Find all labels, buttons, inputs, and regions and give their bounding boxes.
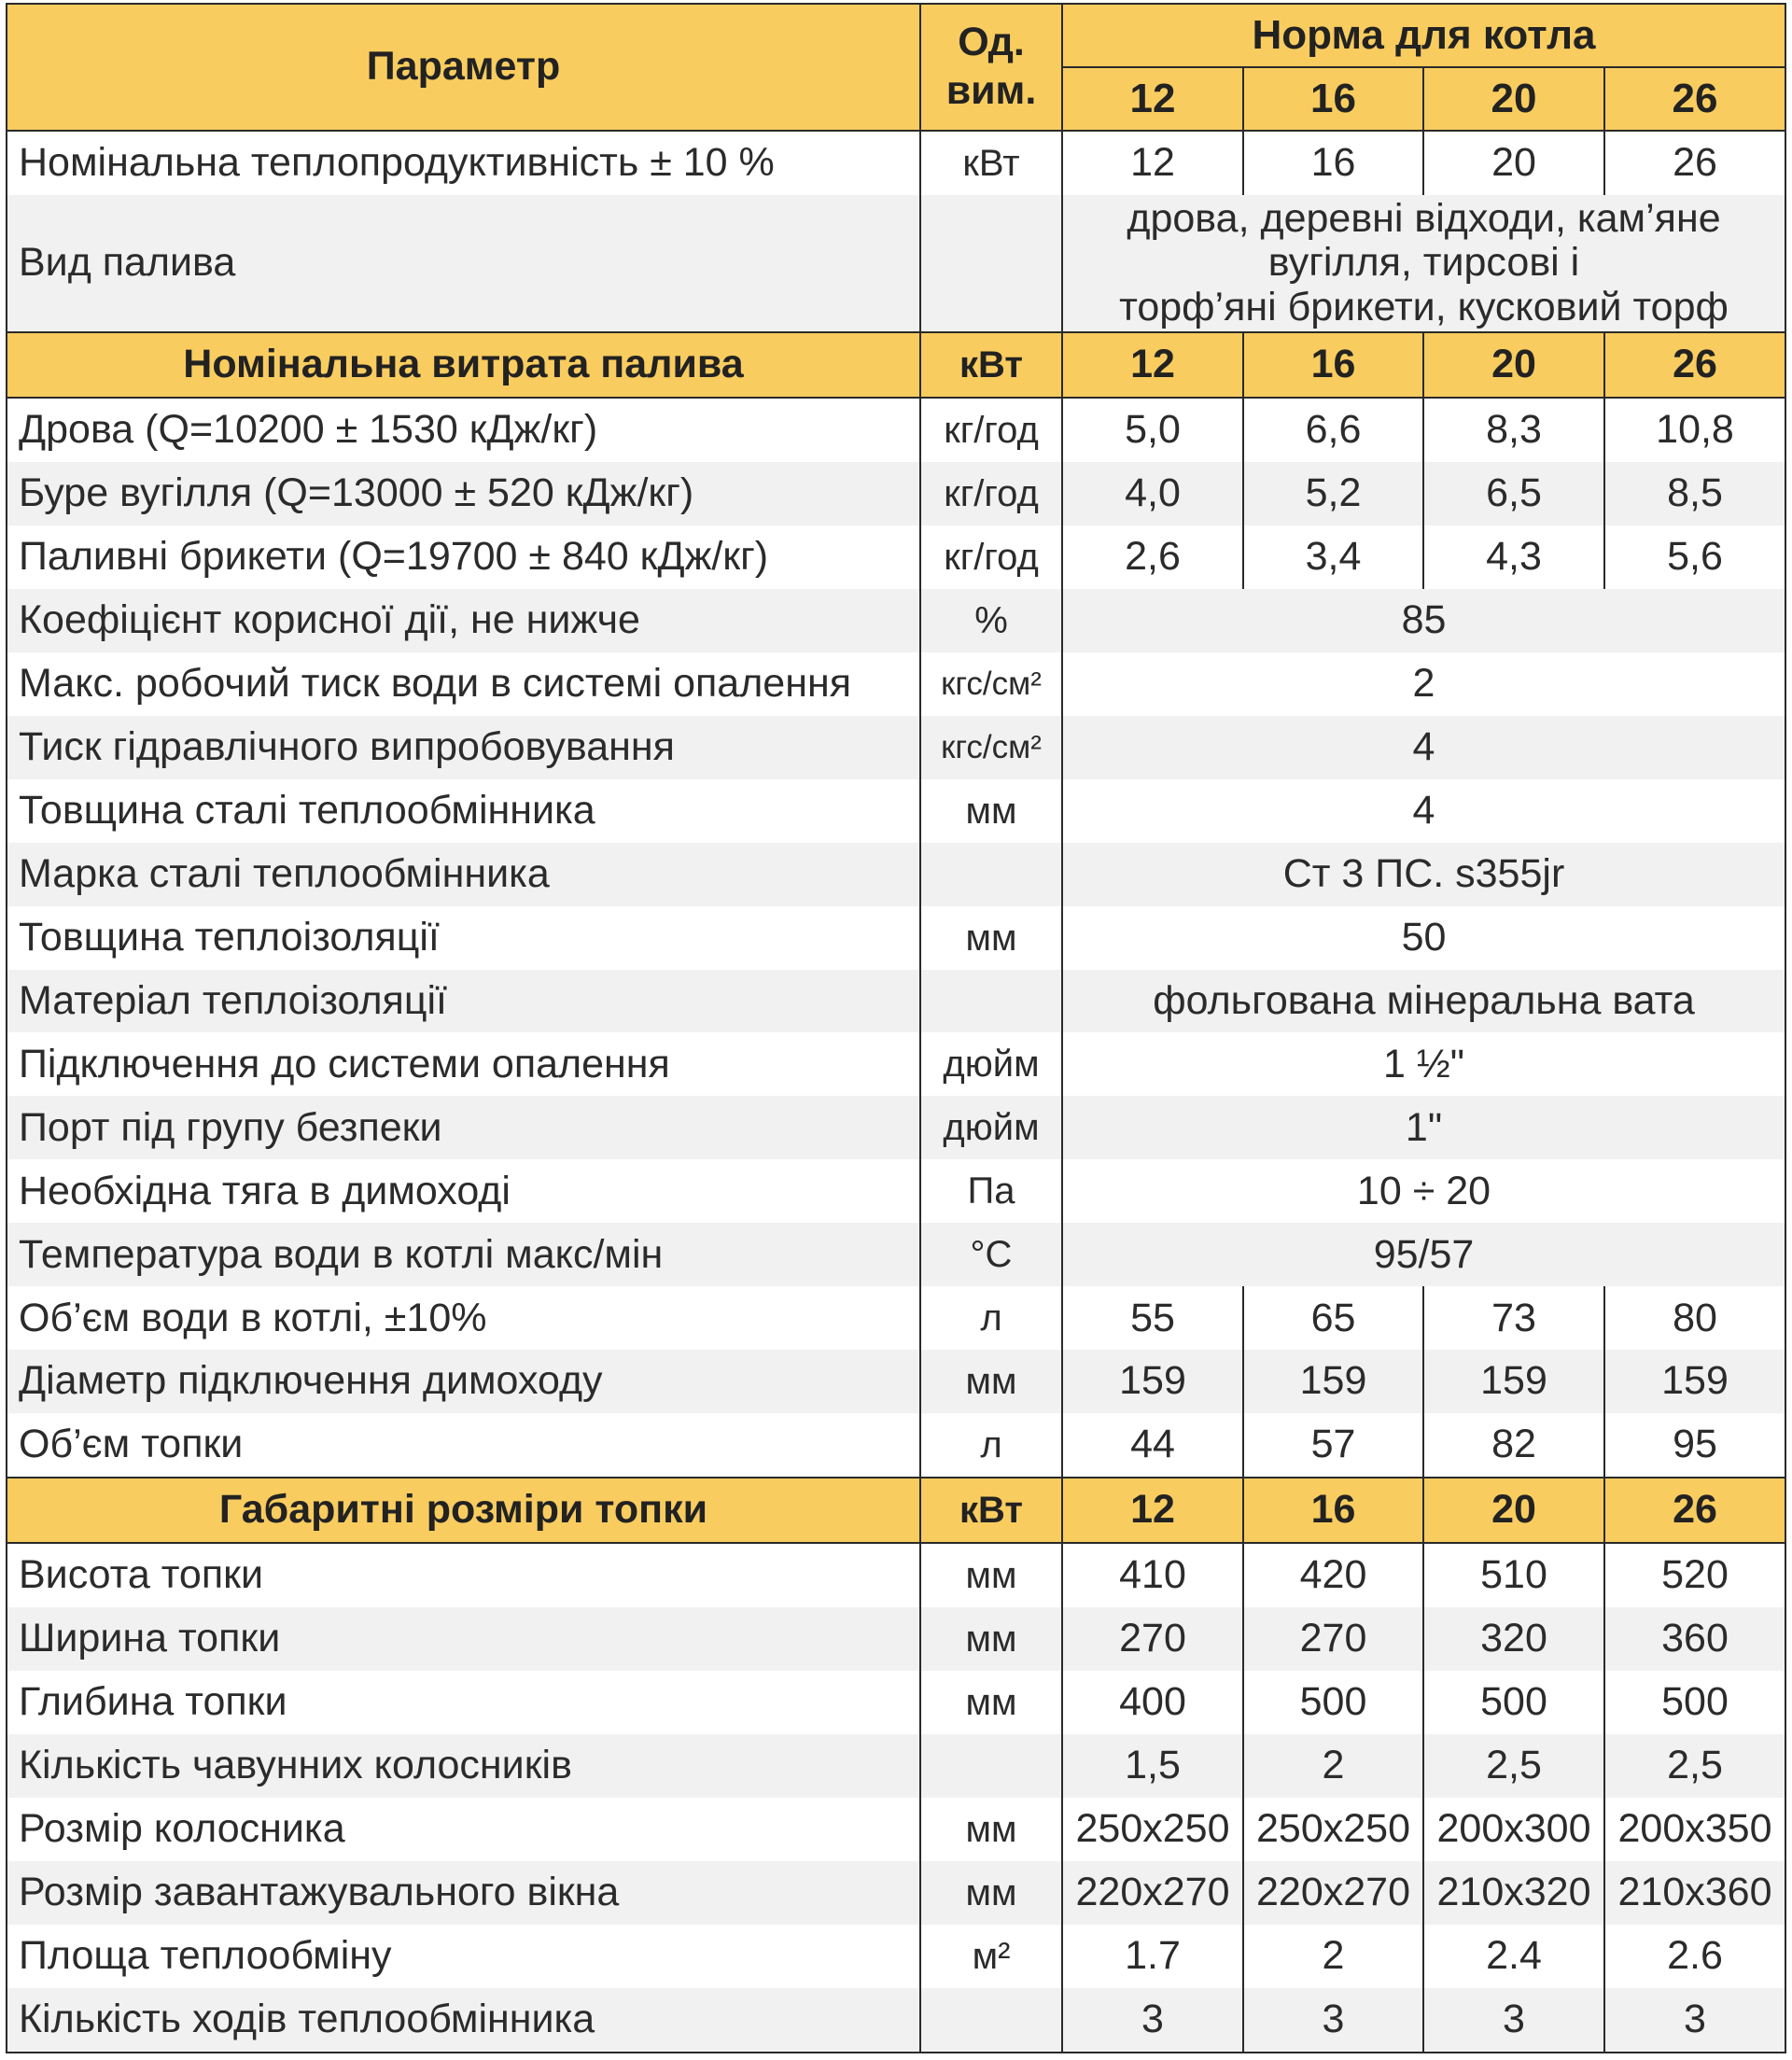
parameter-cell: Порт під групу безпеки [7,1096,920,1159]
merged-value-cell: 2 [1062,652,1785,716]
unit-cell: л [920,1286,1062,1350]
value-cell: 500 [1604,1671,1785,1734]
table-row [7,462,1785,526]
merged-value-cell: 50 [1062,906,1785,970]
table-row [7,1798,1785,1861]
table-row [7,131,1785,195]
parameter-cell: Марка сталі теплообмінника [7,843,920,906]
parameter-cell: Паливні брикети (Q=19700 ± 840 кДж/кг) [7,526,920,589]
value-cell: 200x350 [1604,1798,1785,1861]
unit-cell: Па [920,1159,1062,1223]
table-row [7,652,1785,716]
table-row [7,1861,1785,1925]
unit-cell [920,970,1062,1033]
value-cell: 26 [1604,131,1785,195]
table-row [7,1925,1785,1988]
header-parameter: Параметр [7,4,920,131]
table-row [7,1350,1785,1413]
unit-cell: мм [920,779,1062,843]
value-cell: 250x250 [1243,1798,1423,1861]
merged-value-cell: 10 ÷ 20 [1062,1159,1785,1223]
table-row [7,1032,1785,1096]
parameter-cell: Розмір завантажувального вікна [7,1861,920,1925]
parameter-cell: Товщина сталі теплообмінника [7,779,920,843]
value-cell: 410 [1062,1543,1243,1607]
merged-value-cell: 85 [1062,589,1785,652]
value-cell: 65 [1243,1286,1423,1350]
value-cell: 159 [1243,1350,1423,1413]
table-row [7,195,1785,332]
value-cell: 82 [1423,1413,1604,1478]
merged-value-cell: Ст 3 ПС. s355jr [1062,843,1785,906]
table-row [7,398,1785,462]
unit-cell: кг/год [920,398,1062,462]
unit-cell: мм [920,1607,1062,1671]
unit-cell: мм [920,1350,1062,1413]
value-cell: 2,5 [1604,1734,1785,1798]
value-cell: 5,6 [1604,526,1785,589]
parameter-cell: Товщина теплоізоляції [7,906,920,970]
value-cell: 10,8 [1604,398,1785,462]
value-cell: 2,5 [1423,1734,1604,1798]
value-cell: 210x360 [1604,1861,1785,1925]
table-row [7,1734,1785,1798]
value-cell: 3 [1423,1988,1604,2053]
unit-cell: дюйм [920,1032,1062,1096]
unit-cell [920,1734,1062,1798]
value-cell: 6,5 [1423,462,1604,526]
table-row [7,526,1785,589]
value-cell: 250x250 [1062,1798,1243,1861]
table-row [7,1413,1785,1478]
value-cell: 1.7 [1062,1925,1243,1988]
table-row [7,589,1785,652]
value-cell: 500 [1243,1671,1423,1734]
unit-cell: мм [920,1671,1062,1734]
section-title: Номінальна витрата палива [7,332,920,398]
value-cell: 26 [1604,332,1785,398]
section-header-row [7,1478,1785,1543]
merged-value-cell: 4 [1062,716,1785,779]
unit-cell: мм [920,1861,1062,1925]
unit-cell: мм [920,1798,1062,1861]
value-cell: 12 [1062,131,1243,195]
value-cell: 26 [1604,1478,1785,1543]
parameter-cell: Висота топки [7,1543,920,1607]
value-cell: 12 [1062,332,1243,398]
parameter-cell: Номінальна теплопродуктивність ± 10 % [7,131,920,195]
unit-cell: кгс/см² [920,652,1062,716]
value-cell: 159 [1423,1350,1604,1413]
value-cell: 500 [1423,1671,1604,1734]
unit-cell: % [920,589,1062,652]
table-row [7,1607,1785,1671]
value-cell: 20 [1423,1478,1604,1543]
unit-cell: кгс/см² [920,716,1062,779]
value-cell: 420 [1243,1543,1423,1607]
value-cell: 80 [1604,1286,1785,1350]
unit-cell: кг/год [920,462,1062,526]
unit-cell: кВт [920,131,1062,195]
value-cell: 220x270 [1062,1861,1243,1925]
unit-cell: мм [920,906,1062,970]
value-cell: 2.6 [1604,1925,1785,1988]
fuel-type-line: вугілля, тирсові і [1267,240,1580,286]
table-row [7,1223,1785,1286]
value-cell: 510 [1423,1543,1604,1607]
parameter-cell: Кількість чавунних колосників [7,1734,920,1798]
parameter-cell: Глибина топки [7,1671,920,1734]
value-cell: 16 [1243,1478,1423,1543]
table-row [7,1543,1785,1607]
parameter-cell: Кількість ходів теплообмінника [7,1988,920,2053]
merged-value-cell: 95/57 [1062,1223,1785,1286]
value-cell: 57 [1243,1413,1423,1478]
unit-cell [920,1988,1062,2053]
value-cell: 44 [1062,1413,1243,1478]
value-cell: 360 [1604,1607,1785,1671]
parameter-cell: Необхідна тяга в димоході [7,1159,920,1223]
table-row [7,779,1785,843]
unit-cell: кВт [920,332,1062,398]
unit-cell: л [920,1413,1062,1478]
merged-value-cell: фольгована мінеральна вата [1062,970,1785,1033]
unit-cell: мм [920,1543,1062,1607]
value-cell: 16 [1243,131,1423,195]
unit-cell [920,843,1062,906]
parameter-cell: Дрова (Q=10200 ± 1530 кДж/кг) [7,398,920,462]
value-cell: 8,3 [1423,398,1604,462]
table-row [7,970,1785,1033]
value-cell: 159 [1604,1350,1785,1413]
value-cell: 20 [1423,332,1604,398]
fuel-type-line: торф’яні брикети, кусковий торф [1119,284,1729,329]
parameter-cell: Температура води в котлі макс/мін [7,1223,920,1286]
header-model: 20 [1423,67,1604,131]
value-cell: 320 [1423,1607,1604,1671]
parameter-cell: Ширина топки [7,1607,920,1671]
parameter-cell: Макс. робочий тиск води в системі опалення [7,652,920,716]
fuel-types-cell [1062,195,1785,332]
value-cell: 2 [1243,1925,1423,1988]
value-cell: 2.4 [1423,1925,1604,1988]
table-row [7,1096,1785,1159]
value-cell: 3,4 [1243,526,1423,589]
header-unit: Од. вим. [920,4,1062,131]
value-cell: 5,2 [1243,462,1423,526]
unit-cell: кВт [920,1478,1062,1543]
value-cell: 3 [1062,1988,1243,2053]
unit-cell [920,195,1062,332]
parameter-cell: Коефіцієнт корисної дії, не нижче [7,589,920,652]
table-row [7,1988,1785,2053]
fuel-type-line: дрова, деревні відходи, кам’яне [1127,196,1721,242]
value-cell: 2 [1243,1734,1423,1798]
value-cell: 16 [1243,332,1423,398]
value-cell: 5,0 [1062,398,1243,462]
value-cell: 1,5 [1062,1734,1243,1798]
parameter-cell: Буре вугілля (Q=13000 ± 520 кДж/кг) [7,462,920,526]
merged-value-cell: 1" [1062,1096,1785,1159]
value-cell: 400 [1062,1671,1243,1734]
table-row [7,716,1785,779]
parameter-cell: Вид палива [7,195,920,332]
value-cell: 159 [1062,1350,1243,1413]
value-cell: 3 [1243,1988,1423,2053]
unit-cell: °С [920,1223,1062,1286]
value-cell: 220x270 [1243,1861,1423,1925]
unit-cell: м² [920,1925,1062,1988]
value-cell: 200x300 [1423,1798,1604,1861]
merged-value-cell: 4 [1062,779,1785,843]
parameter-cell: Тиск гідравлічного випробовування [7,716,920,779]
parameter-cell: Діаметр підключення димоходу [7,1350,920,1413]
value-cell: 4,0 [1062,462,1243,526]
header-model: 12 [1062,67,1243,131]
value-cell: 55 [1062,1286,1243,1350]
value-cell: 95 [1604,1413,1785,1478]
value-cell: 270 [1243,1607,1423,1671]
value-cell: 210x320 [1423,1861,1604,1925]
header-model: 26 [1604,67,1785,131]
section-title: Габаритні розміри топки [7,1478,920,1543]
unit-cell: кг/год [920,526,1062,589]
value-cell: 520 [1604,1543,1785,1607]
value-cell: 6,6 [1243,398,1423,462]
table-row [7,906,1785,970]
table-row [7,1159,1785,1223]
merged-value-cell: 1 ½" [1062,1032,1785,1096]
parameter-cell: Підключення до системи опалення [7,1032,920,1096]
parameter-cell: Об’єм води в котлі, ±10% [7,1286,920,1350]
value-cell: 73 [1423,1286,1604,1350]
table-row [7,1671,1785,1734]
unit-cell: дюйм [920,1096,1062,1159]
spec-table-body [7,131,1785,2053]
section-header-row [7,332,1785,398]
value-cell: 12 [1062,1478,1243,1543]
table-row [7,843,1785,906]
parameter-cell: Розмір колосника [7,1798,920,1861]
value-cell: 3 [1604,1988,1785,2053]
value-cell: 4,3 [1423,526,1604,589]
header-norm: Норма для котла [1062,4,1785,67]
header-model: 16 [1243,67,1423,131]
value-cell: 20 [1423,131,1604,195]
value-cell: 2,6 [1062,526,1243,589]
value-cell: 270 [1062,1607,1243,1671]
table-row [7,1286,1785,1350]
parameter-cell: Об’єм топки [7,1413,920,1478]
parameter-cell: Площа теплообміну [7,1925,920,1988]
value-cell: 8,5 [1604,462,1785,526]
boiler-spec-table [6,3,1786,2053]
parameter-cell: Матеріал теплоізоляції [7,970,920,1033]
